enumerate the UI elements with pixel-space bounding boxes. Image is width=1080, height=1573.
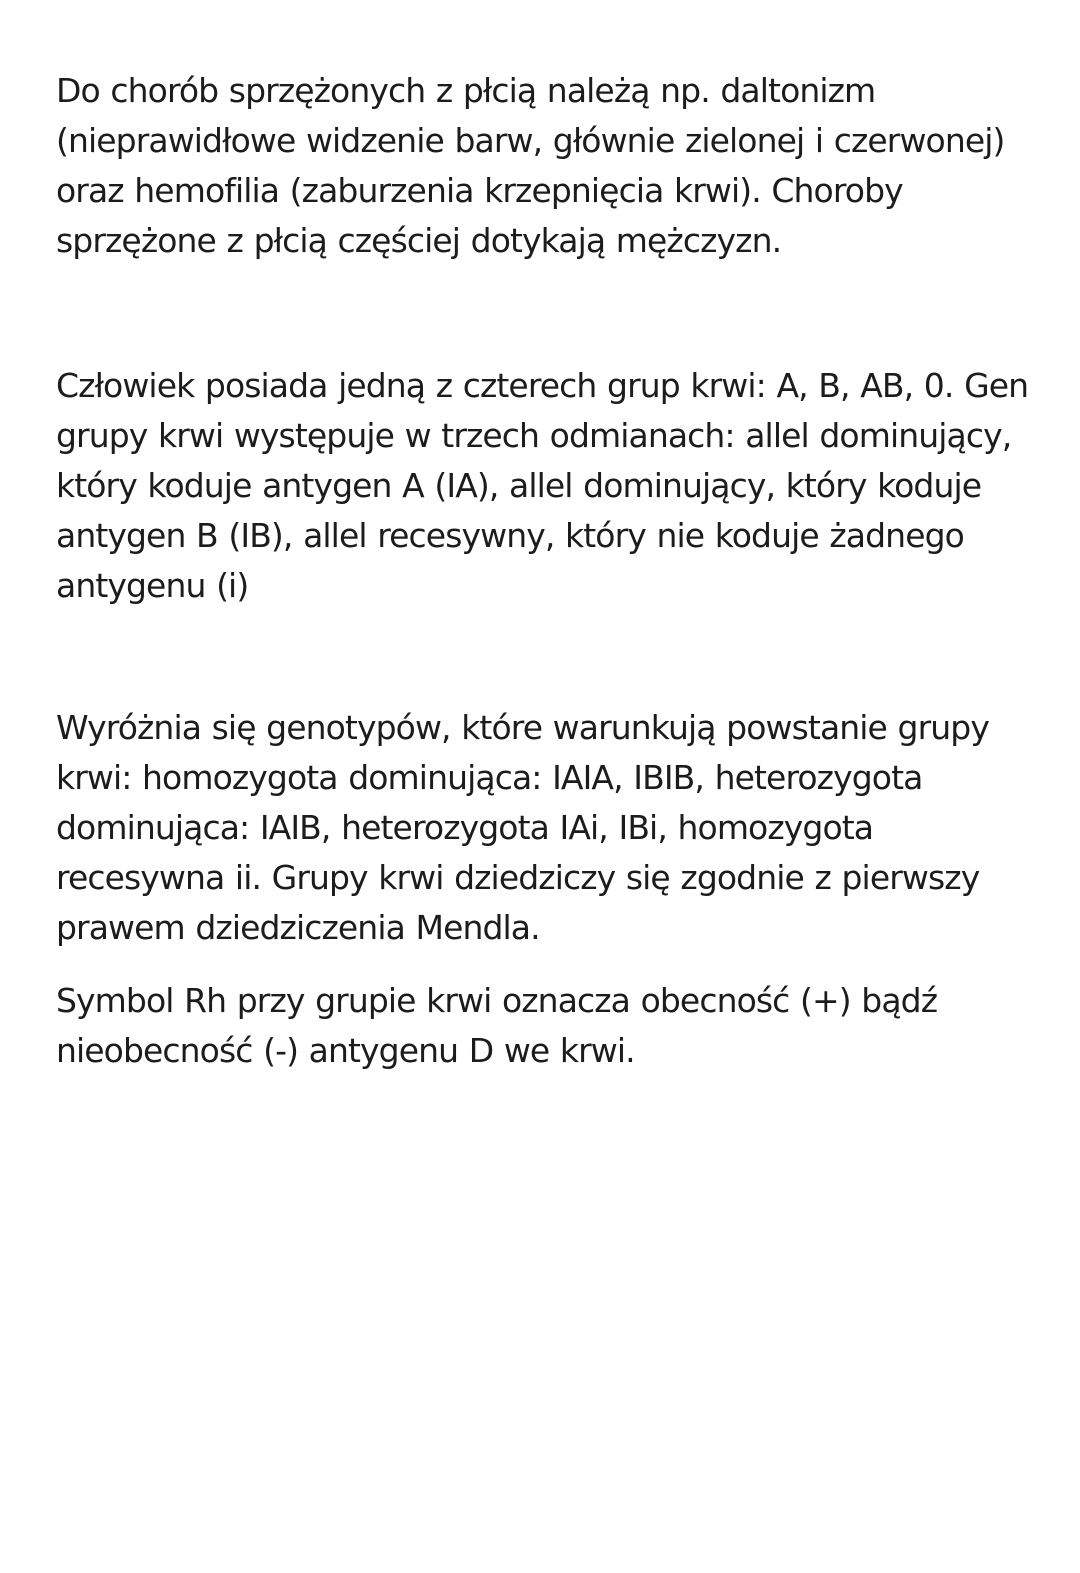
text-line: który koduje antygen A (IA), allel dominujący, który koduje xyxy=(56,466,982,505)
paragraph-rh-factor xyxy=(56,976,1036,1076)
text-line: nieobecność (-) antygenu D we krwi. xyxy=(56,1031,635,1070)
text-line: recesywna ii. Grupy krwi dziedziczy się zgodnie z pierwszy xyxy=(56,858,980,897)
text-line: Symbol Rh przy grupie krwi oznacza obecność (+) bądź xyxy=(56,981,938,1020)
text-line: prawem dziedziczenia Mendla. xyxy=(56,908,540,947)
text-line: krwi: homozygota dominująca: IAIA, IBIB, heterozygota xyxy=(56,758,923,797)
text-line: antygen B (IB), allel recesywny, który nie koduje żadnego xyxy=(56,516,964,555)
text-line: oraz hemofilia (zaburzenia krzepnięcia krwi). Choroby xyxy=(56,171,903,210)
paragraph-sex-linked-diseases xyxy=(56,66,1036,266)
text-line: grupy krwi występuje w trzech odmianach: allel dominujący, xyxy=(56,416,1012,455)
paragraph-genotypes xyxy=(56,703,1036,953)
text-line: Człowiek posiada jedną z czterech grup krwi: A, B, AB, 0. Gen xyxy=(56,366,1029,405)
paragraph-blood-groups xyxy=(56,361,1036,611)
text-line: Do chorób sprzężonych z płcią należą np. daltonizm xyxy=(56,71,876,110)
text-line: (nieprawidłowe widzenie barw, głównie zielonej i czerwonej) xyxy=(56,121,1005,160)
text-line: dominująca: IAIB, heterozygota IAi, IBi, homozygota xyxy=(56,808,874,847)
text-line: Wyróżnia się genotypów, które warunkują powstanie grupy xyxy=(56,708,989,747)
text-line: antygenu (i) xyxy=(56,566,249,605)
text-line: sprzężone z płcią częściej dotykają mężczyzn. xyxy=(56,221,782,260)
